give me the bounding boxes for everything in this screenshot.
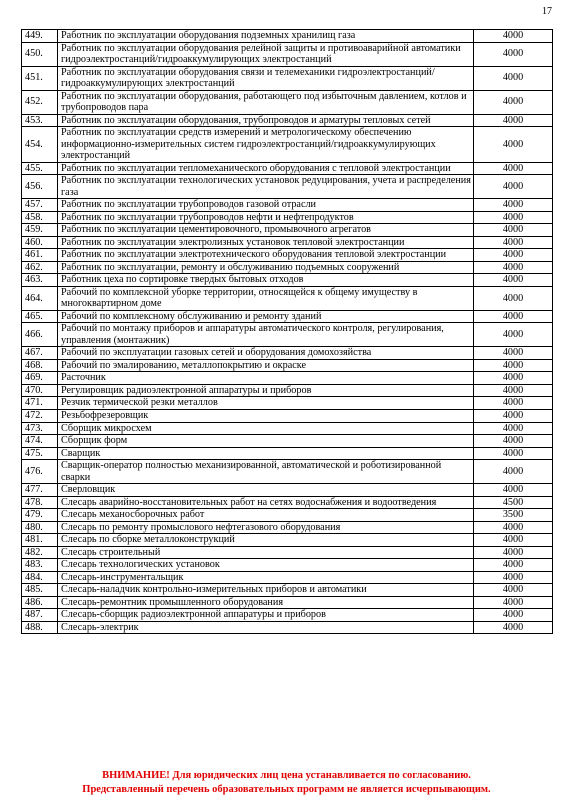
program-name: Работник по эксплуатации электротехнического оборудования тепловой электростанции xyxy=(58,249,474,262)
row-number: 487. xyxy=(22,609,58,622)
program-name: Рабочий по монтажу приборов и аппаратуры автоматического контроля, регулирования, управления (монтажник) xyxy=(58,323,474,347)
table-row xyxy=(22,422,553,435)
row-number: 456. xyxy=(22,175,58,199)
table-row xyxy=(22,114,553,127)
row-number: 460. xyxy=(22,236,58,249)
table-row xyxy=(22,359,553,372)
program-price: 4500 xyxy=(474,496,553,509)
program-name: Рабочий по эмалированию, металлопокрытию и окраске xyxy=(58,359,474,372)
program-price: 4000 xyxy=(474,199,553,212)
program-price: 4000 xyxy=(474,359,553,372)
program-name: Работник по эксплуатации тепломеханического оборудования с тепловой электростанции xyxy=(58,162,474,175)
row-number: 484. xyxy=(22,571,58,584)
program-name: Слесарь-инструментальщик xyxy=(58,571,474,584)
program-name: Слесарь-электрик xyxy=(58,621,474,634)
program-price: 4000 xyxy=(474,127,553,163)
program-price: 4000 xyxy=(474,323,553,347)
row-number: 457. xyxy=(22,199,58,212)
program-price: 4000 xyxy=(474,347,553,360)
table-row xyxy=(22,397,553,410)
table-row xyxy=(22,261,553,274)
row-number: 479. xyxy=(22,509,58,522)
table-row xyxy=(22,571,553,584)
program-name: Работник по эксплуатации трубопроводов нефти и нефтепродуктов xyxy=(58,211,474,224)
program-price: 3500 xyxy=(474,509,553,522)
program-price: 4000 xyxy=(474,42,553,66)
row-number: 480. xyxy=(22,521,58,534)
row-number: 475. xyxy=(22,447,58,460)
program-price: 4000 xyxy=(474,66,553,90)
row-number: 470. xyxy=(22,384,58,397)
row-number: 450. xyxy=(22,42,58,66)
program-name: Слесарь механосборочных работ xyxy=(58,509,474,522)
table-row xyxy=(22,384,553,397)
row-number: 458. xyxy=(22,211,58,224)
row-number: 478. xyxy=(22,496,58,509)
program-price: 4000 xyxy=(474,310,553,323)
table-row xyxy=(22,66,553,90)
program-name: Работник по эксплуатации цементировочного, промывочного агрегатов xyxy=(58,224,474,237)
program-price: 4000 xyxy=(474,584,553,597)
program-price: 4000 xyxy=(474,460,553,484)
row-number: 466. xyxy=(22,323,58,347)
program-name: Работник по эксплуатации оборудования подземных хранилищ газа xyxy=(58,30,474,43)
program-price: 4000 xyxy=(474,114,553,127)
row-number: 472. xyxy=(22,409,58,422)
program-name: Работник по эксплуатации, ремонту и обслуживанию подъемных сооружений xyxy=(58,261,474,274)
program-name: Слесарь по сборке металлоконструкций xyxy=(58,534,474,547)
row-number: 485. xyxy=(22,584,58,597)
table-row xyxy=(22,559,553,572)
row-number: 461. xyxy=(22,249,58,262)
program-name: Сварщик-оператор полностью механизированной, автоматической и роботизированной сварки xyxy=(58,460,474,484)
row-number: 449. xyxy=(22,30,58,43)
table-row xyxy=(22,496,553,509)
program-price: 4000 xyxy=(474,274,553,287)
table-row xyxy=(22,90,553,114)
table-row xyxy=(22,460,553,484)
program-price: 4000 xyxy=(474,286,553,310)
table-row xyxy=(22,534,553,547)
row-number: 469. xyxy=(22,372,58,385)
program-price: 4000 xyxy=(474,384,553,397)
program-name: Слесарь аварийно-восстановительных работ на сетях водоснабжения и водоотведения xyxy=(58,496,474,509)
program-name: Резчик термической резки металлов xyxy=(58,397,474,410)
table-row xyxy=(22,435,553,448)
table-row xyxy=(22,596,553,609)
row-number: 454. xyxy=(22,127,58,163)
programs-price-table xyxy=(21,29,553,634)
program-price: 4000 xyxy=(474,30,553,43)
page-number: 17 xyxy=(542,6,552,17)
row-number: 464. xyxy=(22,286,58,310)
row-number: 462. xyxy=(22,261,58,274)
table-row xyxy=(22,286,553,310)
program-price: 4000 xyxy=(474,521,553,534)
row-number: 474. xyxy=(22,435,58,448)
program-price: 4000 xyxy=(474,261,553,274)
program-name: Работник по эксплуатации оборудования релейной защиты и противоаварийной автоматики гидроэлектростанций/гидроаккумулирующих электростанций xyxy=(58,42,474,66)
program-name: Работник по эксплуатации электролизных установок тепловой электростанции xyxy=(58,236,474,249)
table-row xyxy=(22,409,553,422)
row-number: 459. xyxy=(22,224,58,237)
program-name: Сборщик форм xyxy=(58,435,474,448)
program-name: Работник по эксплуатации средств измерений и метрологическому обеспечению информационно-измерительных систем гидроэлектростанций/гидроаккумулирующих электростанций xyxy=(58,127,474,163)
program-price: 4000 xyxy=(474,397,553,410)
program-price: 4000 xyxy=(474,447,553,460)
program-name: Работник по эксплуатации оборудования, трубопроводов и арматуры тепловых сетей xyxy=(58,114,474,127)
program-price: 4000 xyxy=(474,534,553,547)
program-name: Слесарь технологических установок xyxy=(58,559,474,572)
row-number: 453. xyxy=(22,114,58,127)
program-price: 4000 xyxy=(474,236,553,249)
program-price: 4000 xyxy=(474,372,553,385)
table-row xyxy=(22,249,553,262)
table-row xyxy=(22,621,553,634)
row-number: 471. xyxy=(22,397,58,410)
row-number: 482. xyxy=(22,546,58,559)
table-row xyxy=(22,609,553,622)
table-row xyxy=(22,236,553,249)
table-row xyxy=(22,521,553,534)
notice-line-1: ВНИМАНИЕ! Для юридических лиц цена устанавливается по согласованию. xyxy=(102,770,471,781)
notice xyxy=(0,769,573,796)
row-number: 481. xyxy=(22,534,58,547)
program-price: 4000 xyxy=(474,409,553,422)
program-price: 4000 xyxy=(474,546,553,559)
table-row xyxy=(22,323,553,347)
program-price: 4000 xyxy=(474,571,553,584)
table-row xyxy=(22,175,553,199)
table-row xyxy=(22,42,553,66)
program-name: Работник по эксплуатации оборудования связи и телемеханики гидроэлектростанций/ гидроаккумулирующих электростанций xyxy=(58,66,474,90)
program-price: 4000 xyxy=(474,175,553,199)
row-number: 451. xyxy=(22,66,58,90)
row-number: 477. xyxy=(22,484,58,497)
program-price: 4000 xyxy=(474,162,553,175)
program-name: Расточник xyxy=(58,372,474,385)
row-number: 486. xyxy=(22,596,58,609)
table-row xyxy=(22,546,553,559)
table-row xyxy=(22,509,553,522)
table-row xyxy=(22,127,553,163)
program-name: Сверловщик xyxy=(58,484,474,497)
table-row xyxy=(22,274,553,287)
table-row xyxy=(22,584,553,597)
table-row xyxy=(22,162,553,175)
program-name: Работник по эксплуатации трубопроводов газовой отрасли xyxy=(58,199,474,212)
program-name: Слесарь-сборщик радиоэлектронной аппаратуры и приборов xyxy=(58,609,474,622)
row-number: 468. xyxy=(22,359,58,372)
program-name: Работник по эксплуатации технологических установок редуцирования, учета и распределения газа xyxy=(58,175,474,199)
table-row xyxy=(22,347,553,360)
program-name: Сварщик xyxy=(58,447,474,460)
program-name: Слесарь-наладчик контрольно-измерительных приборов и автоматики xyxy=(58,584,474,597)
table-row xyxy=(22,224,553,237)
program-name: Слесарь по ремонту промыслового нефтегазового оборудования xyxy=(58,521,474,534)
row-number: 476. xyxy=(22,460,58,484)
table-row xyxy=(22,372,553,385)
program-name: Слесарь строительный xyxy=(58,546,474,559)
row-number: 455. xyxy=(22,162,58,175)
program-name: Работник цеха по сортировке твердых бытовых отходов xyxy=(58,274,474,287)
program-name: Регулировщик радиоэлектронной аппаратуры и приборов xyxy=(58,384,474,397)
program-price: 4000 xyxy=(474,249,553,262)
table-row xyxy=(22,484,553,497)
program-name: Слесарь-ремонтник промышленного оборудования xyxy=(58,596,474,609)
program-price: 4000 xyxy=(474,422,553,435)
program-price: 4000 xyxy=(474,90,553,114)
program-price: 4000 xyxy=(474,224,553,237)
row-number: 465. xyxy=(22,310,58,323)
table-row xyxy=(22,310,553,323)
program-price: 4000 xyxy=(474,609,553,622)
row-number: 467. xyxy=(22,347,58,360)
program-price: 4000 xyxy=(474,211,553,224)
row-number: 483. xyxy=(22,559,58,572)
row-number: 473. xyxy=(22,422,58,435)
table-row xyxy=(22,211,553,224)
program-name: Рабочий по комплексной уборке территории, относящейся к общему имуществу в многоквартирном доме xyxy=(58,286,474,310)
row-number: 452. xyxy=(22,90,58,114)
program-name: Работник по эксплуатации оборудования, работающего под избыточным давлением, котлов и трубопроводов пара xyxy=(58,90,474,114)
table-row xyxy=(22,447,553,460)
row-number: 463. xyxy=(22,274,58,287)
notice-line-2: Представленный перечень образовательных программ не является исчерпывающим. xyxy=(82,783,491,795)
program-price: 4000 xyxy=(474,435,553,448)
program-name: Резьбофрезеровщик xyxy=(58,409,474,422)
program-price: 4000 xyxy=(474,596,553,609)
program-name: Сборщик микросхем xyxy=(58,422,474,435)
table-row xyxy=(22,199,553,212)
table-row xyxy=(22,30,553,43)
program-price: 4000 xyxy=(474,621,553,634)
program-price: 4000 xyxy=(474,484,553,497)
program-name: Рабочий по эксплуатации газовых сетей и оборудования домохозяйства xyxy=(58,347,474,360)
program-price: 4000 xyxy=(474,559,553,572)
program-name: Рабочий по комплексному обслуживанию и ремонту зданий xyxy=(58,310,474,323)
row-number: 488. xyxy=(22,621,58,634)
